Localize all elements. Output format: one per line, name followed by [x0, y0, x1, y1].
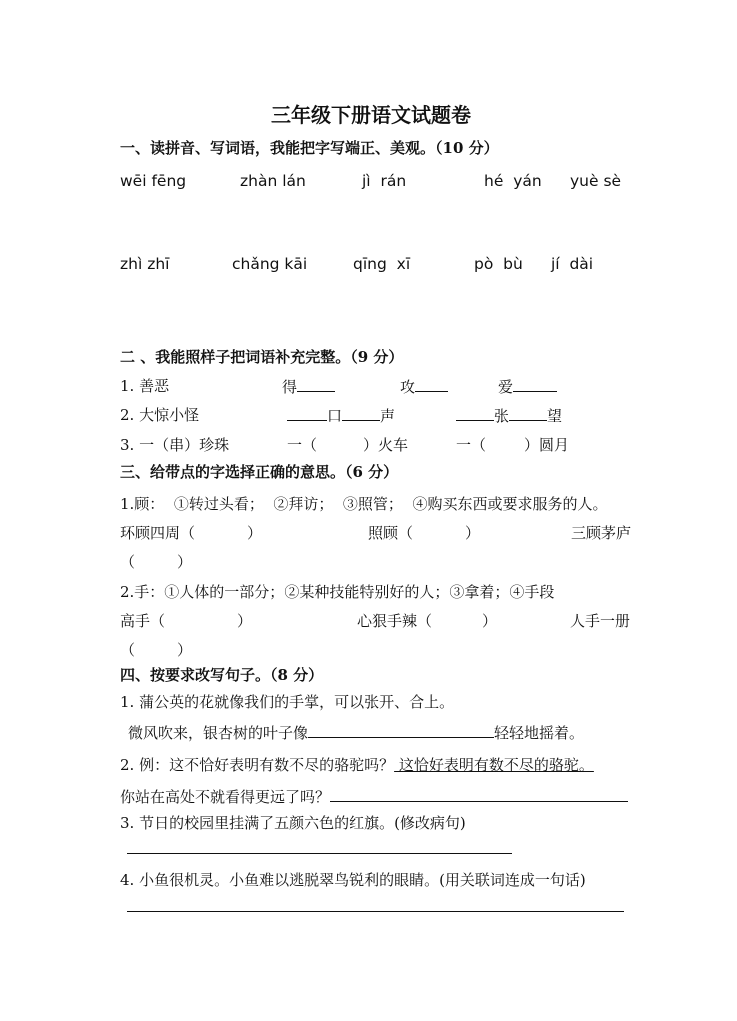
- pinyin-item: yuè sè: [570, 172, 622, 190]
- question-text: 3. 节日的校园里挂满了五颜六色的红旗。(修改病句): [120, 814, 466, 832]
- blank-line[interactable]: [287, 406, 327, 421]
- blank-line[interactable]: [509, 406, 547, 421]
- blank-line[interactable]: [456, 406, 494, 421]
- question-text: 2. 例：这不恰好表明有数不尽的骆驼吗？ 这恰好表明有数不尽的骆驼。: [120, 756, 594, 774]
- section-3-heading: 三、给带点的字选择正确的意思。（6 分）: [120, 463, 399, 481]
- example-word: 2. 大惊小怪: [120, 406, 200, 424]
- fill-item: 张 望: [456, 406, 562, 425]
- answer-line: 你站在高处不就看得更远了吗？: [120, 787, 628, 806]
- fill-item: 一（ ）火车: [287, 436, 409, 454]
- answer-item: 环顾四周（ ）: [120, 524, 263, 542]
- pinyin-item: jí dài: [551, 255, 594, 273]
- fill-item: 一（ ）圆月: [456, 436, 570, 454]
- pinyin-item: qīng xī: [353, 255, 411, 273]
- answer-item: 心狠手辣（ ）: [357, 612, 498, 630]
- answer-item: 高手（ ）: [120, 612, 253, 630]
- answer-item: （ ）: [120, 553, 193, 571]
- blank-line[interactable]: [415, 377, 448, 392]
- section-1-heading: 一、读拼音、写词语，我能把字写端正、美观。（10 分）: [120, 139, 499, 157]
- example-word: 1. 善恶: [120, 377, 170, 395]
- answer-line[interactable]: [127, 853, 512, 854]
- question-text: 4. 小鱼很机灵。小鱼难以逃脱翠鸟锐利的眼睛。(用关联词连成一句话): [120, 871, 586, 889]
- fill-item: 得: [282, 377, 335, 396]
- fill-item: 爱: [498, 377, 557, 396]
- fill-item: 攻: [400, 377, 448, 396]
- pinyin-item: pò bù: [474, 255, 523, 273]
- pinyin-item: hé yán: [484, 172, 542, 190]
- answer-item: 照顾（ ）: [368, 524, 481, 542]
- pinyin-item: zhàn lán: [240, 172, 306, 190]
- section-2-heading: 二 、我能照样子把词语补充完整。（9 分）: [120, 348, 404, 366]
- pinyin-item: wēi fēng: [120, 172, 187, 190]
- blank-line[interactable]: [308, 723, 494, 738]
- pinyin-item: zhì zhī: [120, 255, 170, 273]
- question-text: 2.手：①人体的一部分；②某种技能特别好的人；③拿着；④手段: [120, 583, 555, 601]
- answer-item: 三顾茅庐: [571, 524, 632, 542]
- pinyin-item: chǎng kāi: [232, 255, 308, 273]
- blank-line[interactable]: [297, 377, 335, 392]
- blank-line[interactable]: [513, 377, 557, 392]
- answer-line: 微风吹来，银杏树的叶子像 轻轻地摇着。: [128, 724, 585, 742]
- answer-line[interactable]: [127, 911, 624, 912]
- question-text: 1. 蒲公英的花就像我们的手掌，可以张开、合上。: [120, 693, 455, 711]
- example-answer: 这恰好表明有数不尽的骆驼。: [394, 756, 594, 774]
- page-title: 三年级下册语文试题卷: [271, 103, 471, 127]
- blank-line[interactable]: [330, 787, 628, 802]
- question-text: 1.顾： ①转过头看； ②拜访； ③照管； ④购买东西或要求服务的人。: [120, 495, 608, 513]
- fill-item: 口 声: [287, 406, 395, 425]
- blank-line[interactable]: [342, 406, 380, 421]
- answer-item: （ ）: [120, 641, 193, 659]
- answer-item: 人手一册: [570, 612, 631, 630]
- example-word: 3. 一（串）珍珠: [120, 436, 230, 454]
- pinyin-item: jì rán: [362, 172, 407, 190]
- section-4-heading: 四、按要求改写句子。（8 分）: [120, 666, 324, 684]
